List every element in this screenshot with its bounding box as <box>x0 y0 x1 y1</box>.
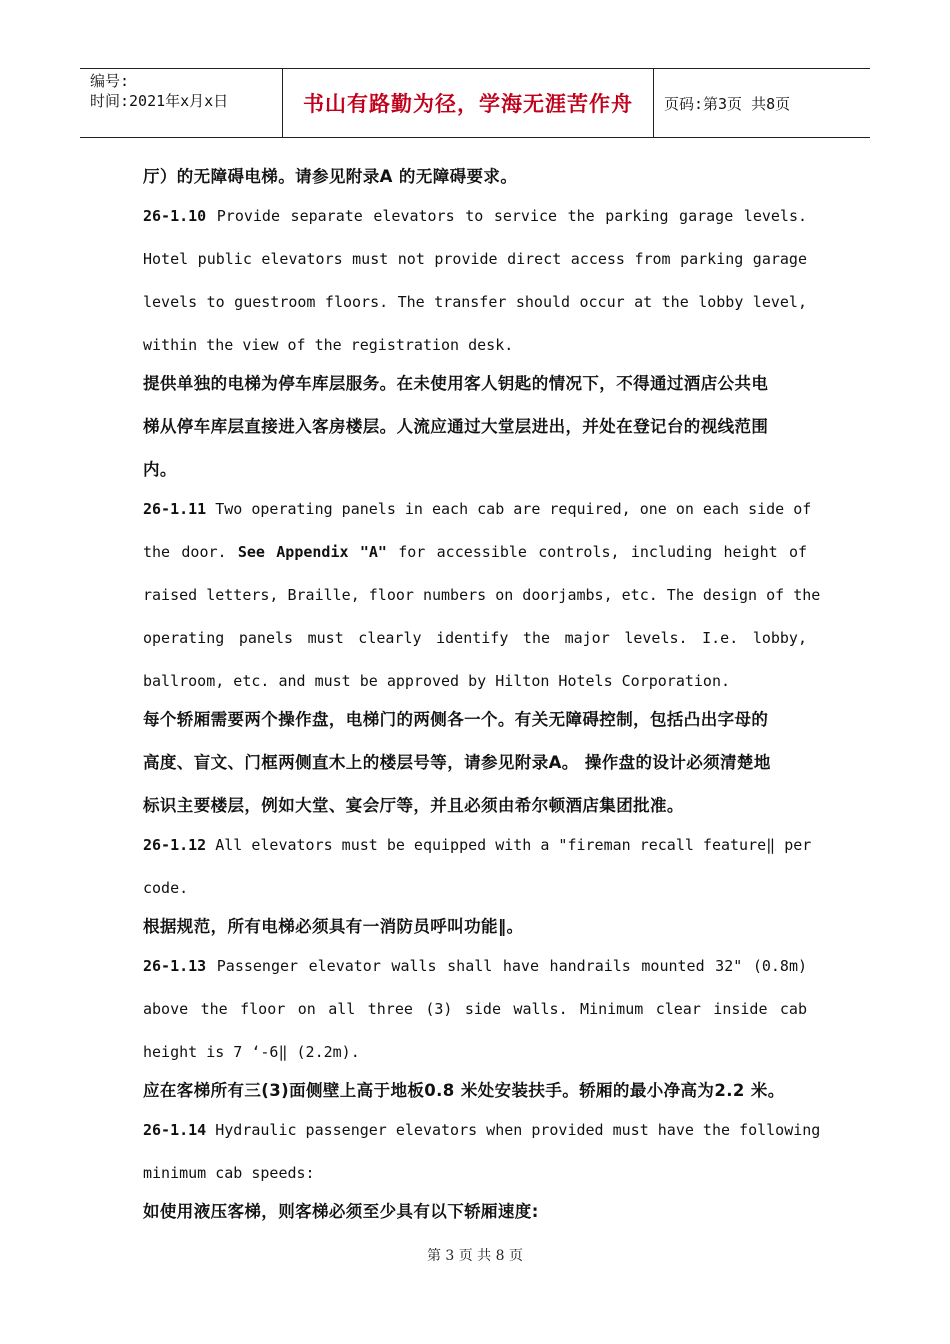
section-26-1-13-line <box>143 955 807 977</box>
paragraph-line: 标识主要楼层，例如大堂、宴会厅等，并且必须由希尔顿酒店集团批准。 <box>143 796 684 815</box>
section-number: 26-1.10 <box>143 207 207 225</box>
paragraph-line: above the floor on all three (3) side walls. Minimum clear inside cab <box>143 1000 807 1018</box>
section-number: 26-1.14 <box>143 1121 207 1139</box>
paragraph-line: 每个轿厢需要两个操作盘，电梯门的两侧各一个。有关无障碍控制，包括凸出字母的 <box>143 710 769 729</box>
section-26-1-12-line <box>143 834 812 856</box>
paragraph-line <box>143 541 807 563</box>
paragraph-text: All elevators must be equipped with a "fireman recall feature‖ per <box>215 836 812 854</box>
paragraph-line: code. <box>143 879 189 897</box>
date-label: 时间:2021年x月x日 <box>90 92 229 110</box>
paragraph-line: levels to guestroom floors. The transfer should occur at the lobby level, <box>143 293 807 311</box>
paragraph-text: Provide separate elevators to service the parking garage levels. <box>216 207 807 225</box>
paragraph-line: ballroom, etc. and must be approved by Hilton Hotels Corporation. <box>143 672 730 690</box>
paragraph-line: raised letters, Braille, floor numbers on doorjambs, etc. The design of the <box>143 586 821 604</box>
serial-label: 编号: <box>90 72 130 90</box>
paragraph-line: 如使用液压客梯，则客梯必须至少具有以下轿厢速度: <box>143 1202 539 1221</box>
section-26-1-11-line <box>143 498 812 520</box>
header-page-cell <box>654 69 870 137</box>
page-footer: 第 3 页 共 8 页 <box>426 1248 524 1264</box>
paragraph-line: operating panels must clearly identify the major levels. I.e. lobby, <box>143 629 807 647</box>
paragraph-line: 根据规范，所有电梯必须具有一消防员呼叫功能‖。 <box>143 917 524 936</box>
header-motto-cell <box>282 69 654 137</box>
paragraph-line: 应在客梯所有三(3)面侧壁上高于地板0.8 米处安装扶手。轿厢的最小净高为2.2 米。 <box>143 1081 785 1100</box>
paragraph-line: minimum cab speeds: <box>143 1164 315 1182</box>
paragraph-line: within the view of the registration desk. <box>143 336 514 354</box>
paragraph-text: Passenger elevator walls shall have handrails mounted 32" (0.8m) <box>216 957 807 975</box>
paragraph-line: 厅）的无障碍电梯。请参见附录A 的无障碍要求。 <box>143 167 518 186</box>
appendix-reference: See Appendix "A" <box>237 543 387 561</box>
section-number: 26-1.12 <box>143 836 207 854</box>
paragraph-line: 提供单独的电梯为停车库层服务。在未使用客人钥匙的情况下，不得通过酒店公共电 <box>143 374 769 393</box>
paragraph-text: the door. <box>143 543 227 561</box>
paragraph-text: Hydraulic passenger elevators when provided must have the following <box>215 1121 821 1139</box>
paragraph-text: Two operating panels in each cab are required, one on each side of <box>215 500 812 518</box>
paragraph-line: height is 7 ‘-6‖ (2.2m). <box>143 1043 360 1061</box>
motto-text: 书山有路勤为径，学海无涯苦作舟 <box>303 92 633 116</box>
header-page-label: 页码:第3页 共8页 <box>664 94 791 113</box>
section-26-1-10-line <box>143 205 807 227</box>
section-number: 26-1.11 <box>143 500 207 518</box>
section-26-1-14-line <box>143 1119 821 1141</box>
section-number: 26-1.13 <box>143 957 207 975</box>
paragraph-text: for accessible controls, including height of <box>398 543 808 561</box>
header-left-cell <box>80 69 282 137</box>
paragraph-line: 内。 <box>143 460 177 479</box>
paragraph-line: Hotel public elevators must not provide direct access from parking garage <box>143 250 807 268</box>
paragraph-line: 高度、盲文、门框两侧直木上的楼层号等，请参见附录A。 操作盘的设计必须清楚地 <box>143 753 771 772</box>
page-header <box>80 68 870 138</box>
paragraph-line: 梯从停车库层直接进入客房楼层。人流应通过大堂层进出，并处在登记台的视线范围 <box>143 417 769 436</box>
